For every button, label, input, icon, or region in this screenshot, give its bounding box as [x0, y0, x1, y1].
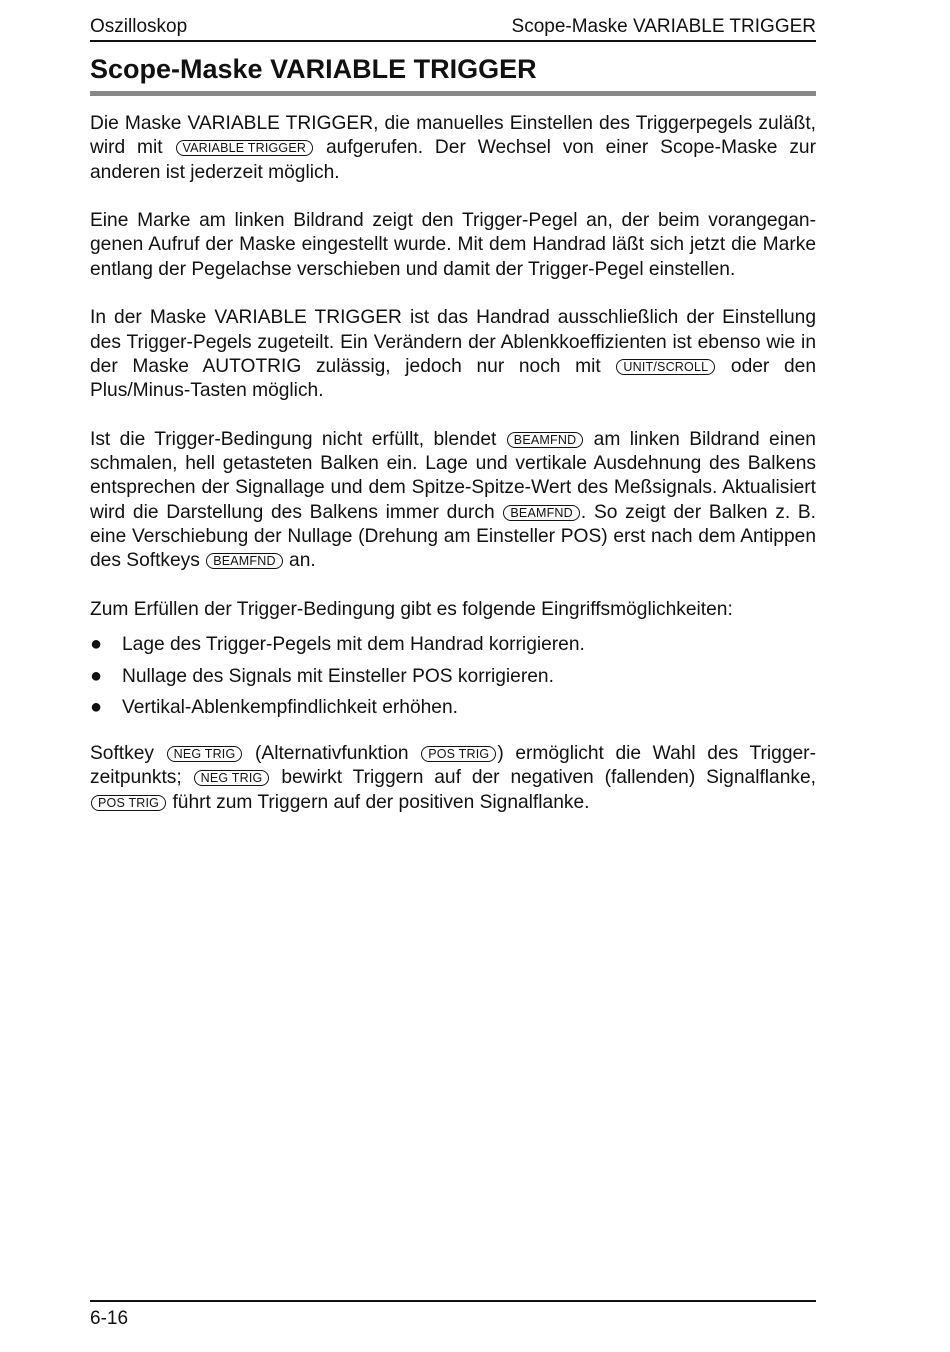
- paragraph-intro: Die Maske VARIABLE TRIGGER, die manuelles Einstellen des Triggerpegels zuläßt, wird mit VARIABLE TRIGGER aufgerufen. Der Wechsel von einer Scope-Maske zur anderen ist jederzeit möglich.: [90, 113, 816, 183]
- page-number: 6-16: [90, 1308, 129, 1329]
- paragraph-handwheel: In der Maske VARIABLE TRIGGER ist das Handrad ausschließlich der Einstellung des Trigger-Pegels zugeteilt. Ein Verändern der Ablenkkoeffizienten ist ebenso wie in der Maske AUTOTRIG zulässig, jedoch nur noch mit UNIT/SCROLL oder den Plus/Minus-Tasten möglich.: [90, 307, 816, 402]
- page-title: Scope-Maske VARIABLE TRIGGER: [90, 54, 816, 96]
- paragraph-marker: Eine Marke am linken Bildrand zeigt den Trigger-Pegel an, der beim vorangegangenen Aufruf der Maske eingestellt wurde. Mit dem Handrad läßt sich jetzt die Marke entlang der Pegelachse verschieben und damit der Trigger-Pegel einstellen.: [90, 210, 816, 280]
- paragraph-options-intro: Zum Erfüllen der Trigger-Bedingung gibt es folgende Eingriffsmöglichkeiten:: [90, 598, 733, 620]
- key-unit-scroll: UNIT/SCROLL: [616, 359, 715, 375]
- key-neg-trig: NEG TRIG: [194, 770, 270, 786]
- key-beamfnd: BEAMFND: [503, 505, 580, 521]
- list-item: ● Vertikal-Ablenkempfindlichkeit erhöhen.: [90, 695, 458, 718]
- body-text: [90, 112, 816, 839]
- header-section: Scope-Maske VARIABLE TRIGGER: [511, 16, 816, 37]
- bullet-icon: ●: [90, 695, 103, 718]
- running-header: [90, 10, 816, 42]
- paragraph-beamfind: Ist die Trigger-Bedingung nicht erfüllt, blendet BEAMFND am linken Bildrand einen schmalen, hell getasteten Balken ein. Lage und vertikale Ausdehnung des Balkens entsprechen der Signallage und dem Spitze-Spitze-Wert des Meßsignals. Aktualisiert wird die Darstellung des Balkens immer durch BEAMFND . So zeigt der Balken z. B. eine Verschiebung der Nullage (Drehung am Einsteller POS) erst nach dem Antippen des Softkeys BEAMFND an.: [90, 428, 816, 572]
- key-variable-trigger: VARIABLE TRIGGER: [176, 140, 314, 156]
- key-pos-trig: POS TRIG: [421, 746, 496, 762]
- options-list: [90, 632, 816, 720]
- bullet-icon: ●: [90, 664, 103, 687]
- list-item: ● Nullage des Signals mit Einsteller POS korrigieren.: [90, 664, 554, 687]
- key-neg-trig: NEG TRIG: [167, 746, 243, 762]
- bullet-icon: ●: [90, 633, 103, 656]
- paragraph-softkey: Softkey NEG TRIG (Alternativfunktion POS TRIG ) ermöglicht die Wahl des Triggerzeitpunkts; NEG TRIG bewirkt Triggern auf der negativen (fallenden) Signalflanke, POS TRIG führt zum Triggern auf der positiven Signalflanke.: [90, 743, 816, 813]
- key-beamfnd: BEAMFND: [206, 553, 283, 569]
- key-pos-trig: POS TRIG: [91, 795, 166, 811]
- page-footer: [90, 1300, 816, 1330]
- key-beamfnd: BEAMFND: [507, 432, 584, 448]
- list-item: ● Lage des Trigger-Pegels mit dem Handrad korrigieren.: [90, 633, 585, 656]
- header-chapter: Oszilloskop: [90, 16, 188, 37]
